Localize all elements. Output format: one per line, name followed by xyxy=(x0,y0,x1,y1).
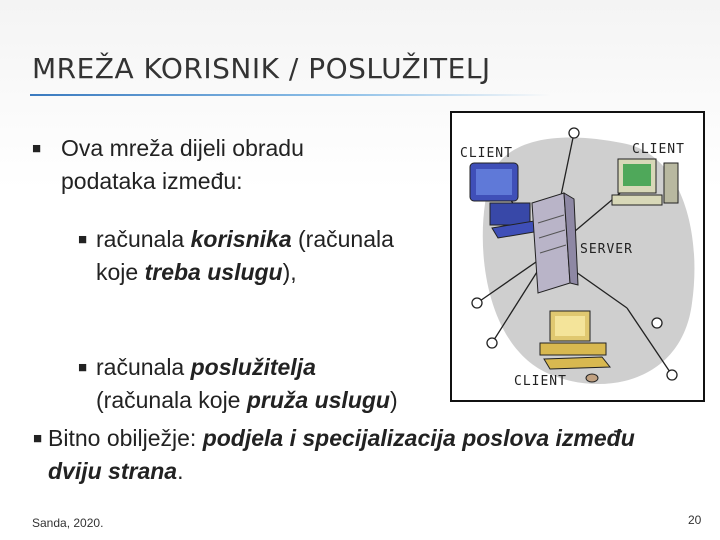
client-label-bottom: CLIENT xyxy=(514,374,567,389)
bullet-square-icon: ■ xyxy=(78,231,88,248)
page-number: 20 xyxy=(688,513,702,527)
bullet-text: računala korisnika (računala koje treba uslugu), xyxy=(96,226,394,285)
bullet-square-icon: ■ xyxy=(78,359,88,376)
client-computer-right-icon xyxy=(612,159,678,205)
server-tower-icon xyxy=(532,193,578,293)
client-label-left: CLIENT xyxy=(460,146,513,161)
client-server-illustration xyxy=(452,113,703,400)
bullet-square-icon: ■ xyxy=(33,430,43,447)
bullet-client-computers xyxy=(78,223,398,289)
bullet-text: Ova mreža dijeli obradu podataka između: xyxy=(61,135,304,194)
bullet-server-computers xyxy=(78,351,398,417)
client-label-right: CLIENT xyxy=(632,142,685,157)
title-underline xyxy=(30,94,550,96)
client-server-diagram xyxy=(450,111,705,402)
server-label: SERVER xyxy=(580,242,633,257)
slide-title: MREŽA KORISNIK / POSLUŽITELJ xyxy=(32,52,491,85)
bullet-text: računala poslužitelja (računala koje pruža uslugu) xyxy=(96,354,398,413)
bullet-network-description xyxy=(32,132,392,198)
footer-author: Sanda, 2020. xyxy=(32,516,104,530)
bullet-key-feature xyxy=(33,422,693,488)
bullet-text: Bitno obilježje: podjela i specijalizacija poslova između dviju strana. xyxy=(48,425,635,484)
bullet-square-icon: ■ xyxy=(32,140,42,157)
